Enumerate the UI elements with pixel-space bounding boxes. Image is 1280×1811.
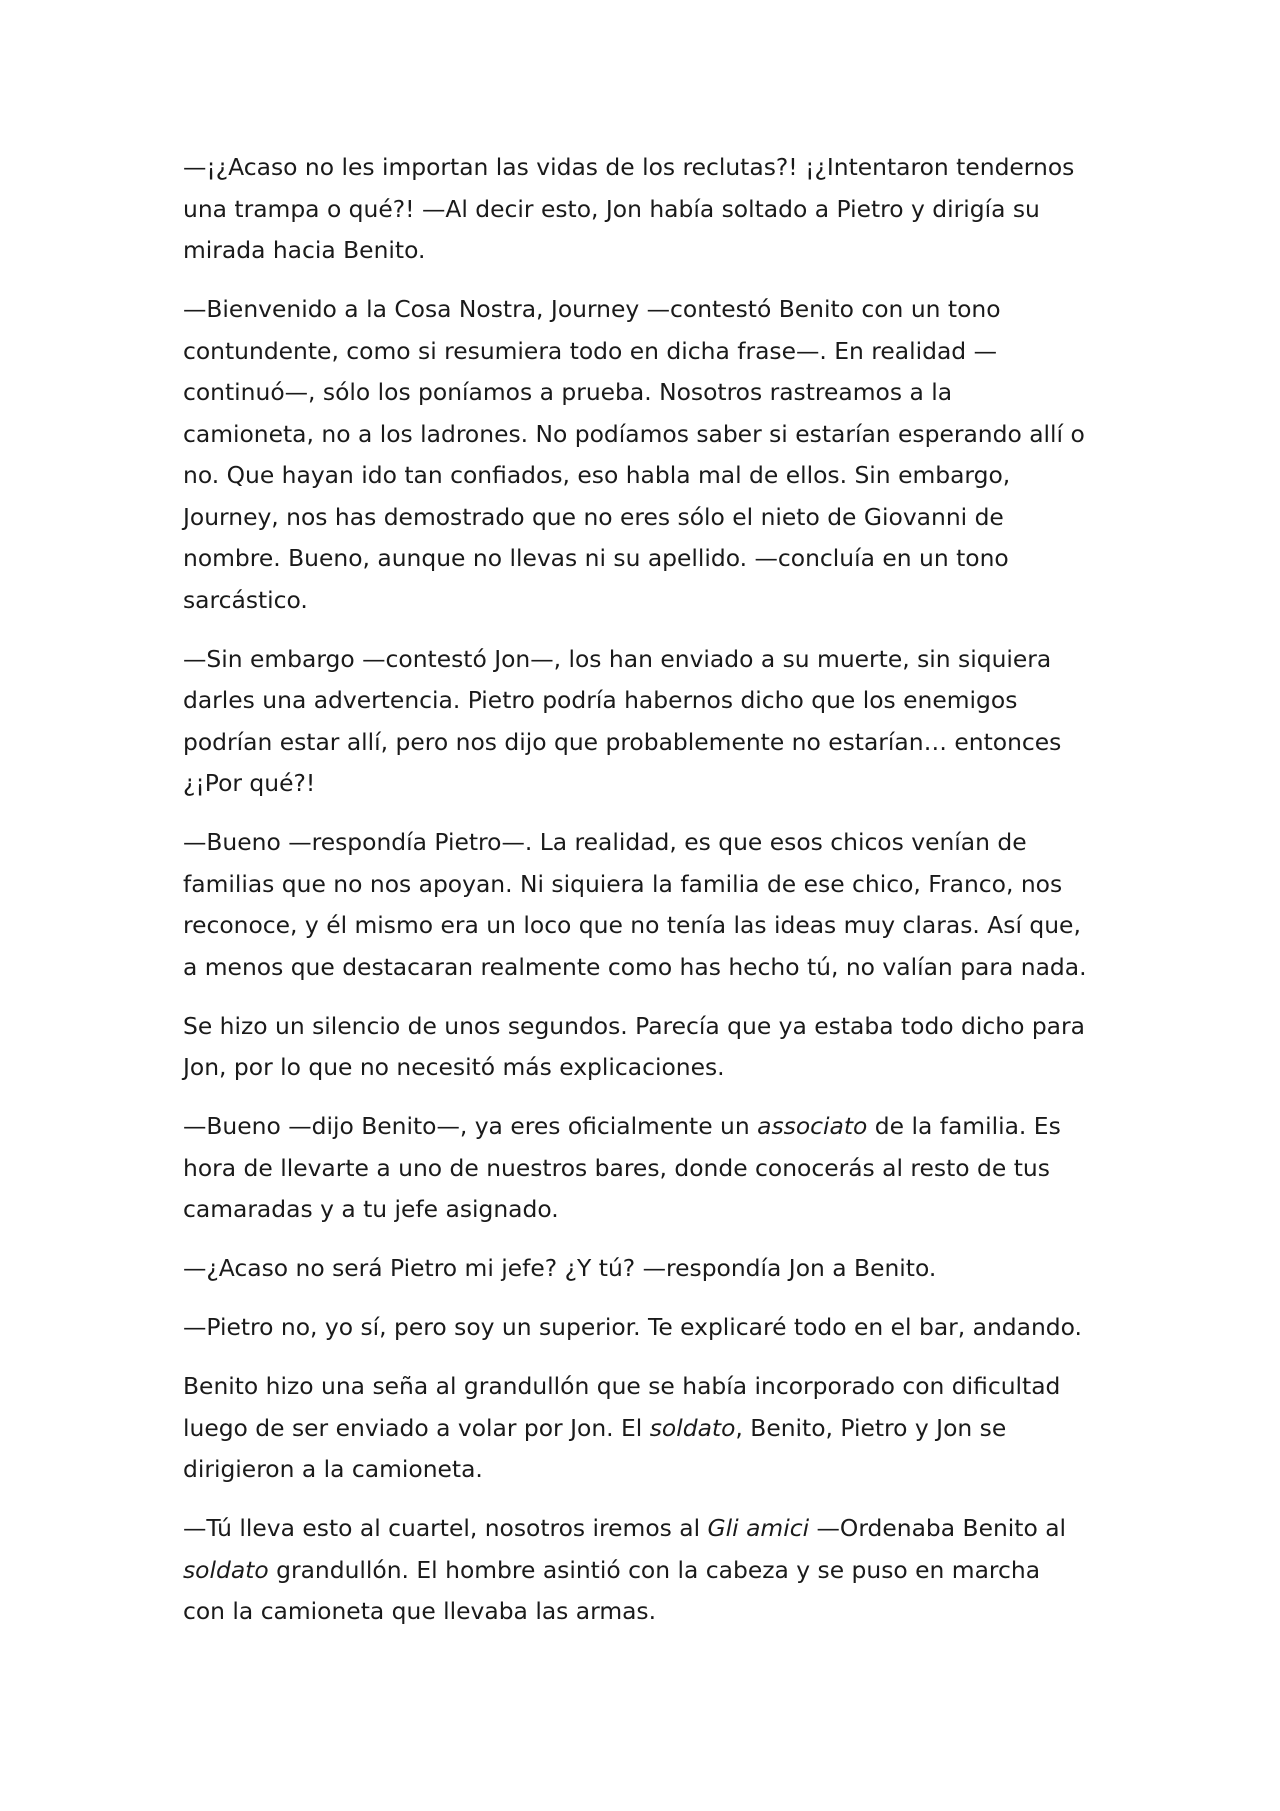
text-line: nombre. Bueno, aunque no llevas ni su apellido. —concluía en un tono	[183, 544, 1009, 572]
text-run: grandullón. El hombre asintió con la cabeza y se puso en marcha	[268, 1555, 1041, 1584]
italic-term: associato	[757, 1112, 868, 1140]
text-line: contundente, como si resumiera todo en dicha frase—. En realidad —	[183, 336, 997, 365]
text-run: —Bueno —dijo Benito—, ya eres oficialmente un	[183, 1112, 758, 1140]
text-line: ¿¡Por qué?!	[183, 769, 316, 797]
text-line	[183, 1508, 1113, 1550]
text-run: —Tú lleva esto al cuartel, nosotros iremos al	[183, 1514, 708, 1542]
text-line: —Bienvenido a la Cosa Nostra, Journey —contestó Benito con un tono	[183, 295, 1001, 323]
text-run: de la familia. Es	[867, 1112, 1061, 1140]
text-line	[183, 1106, 1113, 1148]
text-line: —¡¿Acaso no les importan las vidas de los reclutas?! ¡¿Intentaron tendernos	[183, 153, 1075, 181]
paragraph-1	[183, 147, 1113, 272]
text-line: sarcástico.	[183, 585, 308, 614]
paragraph-2	[183, 289, 1113, 621]
text-line: —Pietro no, yo sí, pero soy un superior. Te explicaré todo en el bar, andando.	[183, 1313, 1082, 1341]
body-text	[183, 147, 1113, 1650]
text-run: , Benito, Pietro y Jon se	[735, 1413, 1007, 1442]
text-line	[183, 1408, 1113, 1450]
text-line: mirada hacia Benito.	[183, 236, 426, 264]
text-line: —Sin embargo —contestó Jon—, los han enviado a su muerte, sin siquiera	[183, 644, 1052, 673]
paragraph-8	[183, 1307, 1113, 1349]
text-run: luego de ser enviado a volar por Jon. El	[183, 1413, 650, 1442]
text-line: familias que no nos apoyan. Ni siquiera la familia de ese chico, Franco, nos	[183, 869, 1063, 898]
paragraph-9	[183, 1366, 1113, 1491]
text-line: no. Que hayan ido tan confiados, eso habla mal de ellos. Sin embargo,	[183, 461, 1011, 489]
text-line: podrían estar allí, pero nos dijo que probablemente no estarían… entonces	[183, 727, 1062, 756]
paragraph-3	[183, 639, 1113, 805]
italic-term: soldato	[183, 1555, 269, 1584]
text-line: continuó—, sólo los poníamos a prueba. Nosotros rastreamos a la	[183, 378, 953, 406]
text-line: Benito hizo una seña al grandullón que se había incorporado con dificultad	[183, 1372, 1061, 1400]
text-line: darles una advertencia. Pietro podría habernos dicho que los enemigos	[183, 686, 1018, 714]
text-line: camioneta, no a los ladrones. No podíamos saber si estarían esperando allí o	[183, 419, 1085, 448]
italic-term: Gli amici	[707, 1514, 810, 1542]
italic-term: soldato	[649, 1413, 736, 1442]
paragraph-6	[183, 1106, 1113, 1231]
text-line: hora de llevarte a uno de nuestros bares, donde conocerás al resto de tus	[183, 1153, 1050, 1182]
text-line: a menos que destacaran realmente como has hecho tú, no valían para nada.	[183, 952, 1087, 981]
text-line: —Bueno —respondía Pietro—. La realidad, es que esos chicos venían de	[183, 828, 1027, 856]
paragraph-10	[183, 1508, 1113, 1633]
text-line	[183, 1550, 1113, 1592]
text-line: Se hizo un silencio de unos segundos. Parecía que ya estaba todo dicho para	[183, 1011, 1085, 1040]
paragraph-4	[183, 822, 1113, 988]
text-line: Journey, nos has demostrado que no eres sólo el nieto de Giovanni de	[183, 502, 1004, 531]
text-line: camaradas y a tu jefe asignado.	[183, 1195, 559, 1223]
text-line: Jon, por lo que no necesitó más explicaciones.	[183, 1053, 725, 1081]
text-line: una trampa o qué?! —Al decir esto, Jon había soltado a Pietro y dirigía su	[183, 194, 1040, 223]
text-line: con la camioneta que llevaba las armas.	[183, 1597, 657, 1625]
text-line: reconoce, y él mismo era un loco que no tenía las ideas muy claras. Así que,	[183, 911, 1081, 939]
text-line: —¿Acaso no será Pietro mi jefe? ¿Y tú? —respondía Jon a Benito.	[183, 1254, 937, 1282]
text-line: dirigieron a la camioneta.	[183, 1455, 483, 1483]
paragraph-5	[183, 1006, 1113, 1089]
paragraph-7	[183, 1248, 1113, 1290]
text-run: —Ordenaba Benito al	[809, 1514, 1067, 1542]
